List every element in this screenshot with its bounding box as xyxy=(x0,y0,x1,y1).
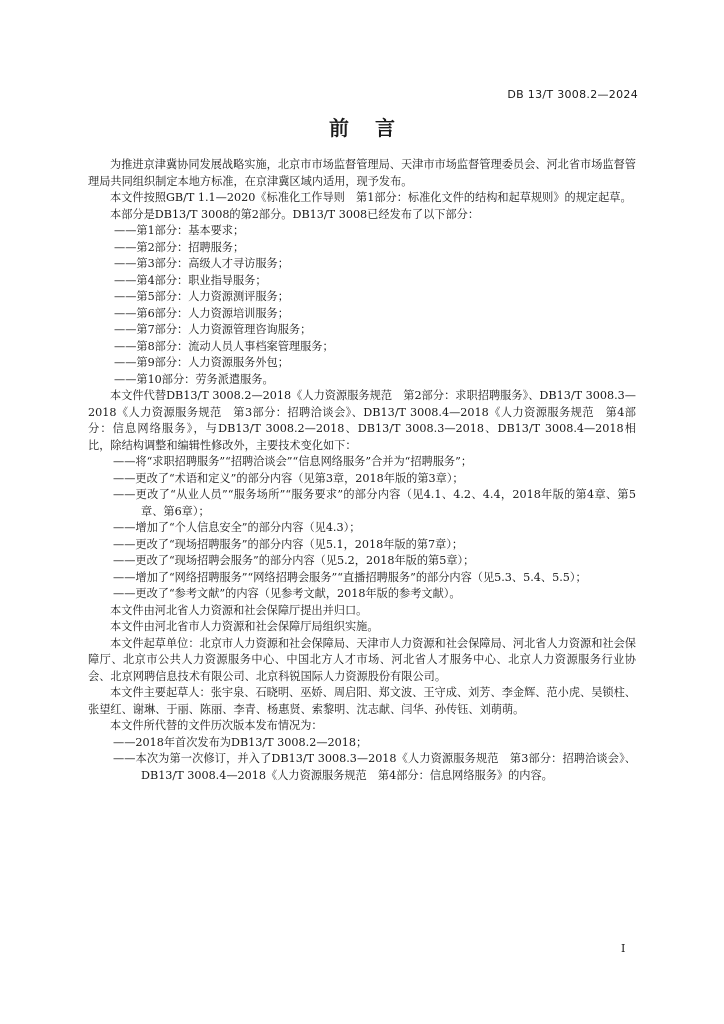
paragraph-drafting-rules: 本文件按照GB/T 1.1—2020《标准化工作导则 第1部分：标准化文件的结构和起草规则》的规定起草。 xyxy=(110,191,632,204)
list-item: ——更改了“参考文献”的内容（见参考文献，2018年版的参考文献）。 xyxy=(113,587,461,600)
paragraph-replaces: 本文件代替DB13/T 3008.2—2018《人力资源服务规范 第2部分：求职招聘服务》、DB13/T 3008.3—2018《人力资源服务规范 第3部分：招聘洽谈会》、DB13/T 3008.4—2018《人力资源服务规范 第4部分：信息网络服务》，与DB13/T 3008.2—2018、DB13/T 3008.3—2018、DB13/T 3008.4—2018相比，除结构调整和编辑性修改外，主要技术变化如下： xyxy=(88,389,636,452)
list-item: ——更改了“术语和定义”的部分内容（见第3章，2018年版的第3章）； xyxy=(113,471,464,485)
document-code: DB 13/T 3008.2—2024 xyxy=(507,88,638,101)
paragraph-history-intro: 本文件所代替的文件历次版本发布情况为： xyxy=(110,719,323,732)
page-number: I xyxy=(621,942,626,955)
list-item: ——2018年首次发布为DB13/T 3008.2—2018； xyxy=(113,735,368,749)
list-item: ——增加了“个人信息安全”的部分内容（见4.3）； xyxy=(113,521,361,534)
list-item: ——第10部分：劳务派遣服务。 xyxy=(114,372,274,386)
list-item: ——第6部分：人力资源培训服务； xyxy=(114,306,289,320)
list-item: ——第5部分：人力资源测评服务； xyxy=(114,290,289,303)
list-item: ——第1部分：基本要求； xyxy=(114,224,245,237)
changes-list xyxy=(88,454,636,603)
list-item: ——第2部分：招聘服务； xyxy=(114,240,245,254)
list-item: ——第7部分：人力资源管理咨询服务； xyxy=(114,323,312,336)
list-item: ——第4部分：职业指导服务； xyxy=(114,273,267,287)
paragraph-proposer: 本文件由河北省人力资源和社会保障厅提出并归口。 xyxy=(110,603,368,617)
list-item: ——第9部分：人力资源服务外包； xyxy=(114,356,289,369)
history-list xyxy=(88,735,636,785)
list-item: ——更改了“现场招聘会服务”的部分内容（见5.2，2018年版的第5章）； xyxy=(113,554,475,567)
list-item: ——更改了“现场招聘服务”的部分内容（见5.1，2018年版的第7章）； xyxy=(113,537,464,551)
list-item: ——增加了“网络招聘服务”“网络招聘会服务”“直播招聘服务”的部分内容（见5.3、5.4、5.5）； xyxy=(113,570,587,584)
parts-list xyxy=(88,223,636,388)
list-item: ——将“求职招聘服务”“招聘洽谈会”“信息网络服务”合并为“招聘服务”； xyxy=(113,455,473,468)
list-item: ——第3部分：高级人才寻访服务； xyxy=(114,257,289,270)
paragraph-drafting-units: 本文件起草单位：北京市人力资源和社会保障局、天津市人力资源和社会保障局、河北省人力资源和社会保障厅、北京市公共人力资源服务中心、中国北方人才市场、河北省人才服务中心、北京人力资源服务行业协会、北京网聘信息技术有限公司、北京科锐国际人力资源股份有限公司。 xyxy=(88,636,636,683)
paragraph-implementer: 本文件由河北省市人力资源和社会保障厅局组织实施。 xyxy=(110,620,379,633)
page-title: 前言 xyxy=(329,116,421,140)
foreword-body xyxy=(88,157,636,784)
list-item: ——更改了“从业人员”“服务场所”“服务要求”的部分内容（见4.1、4.2、4.4，2018年版的第4章、第5章、第6章）； xyxy=(113,488,636,518)
list-item: ——第8部分：流动人员人事档案管理服务； xyxy=(114,339,334,353)
list-item: ——本次为第一次修订，并入了DB13/T 3008.3—2018《人力资源服务规范 第3部分：招聘洽谈会》、DB13/T 3008.4—2018《人力资源服务规范 第4部分：信息网络服务》的内容。 xyxy=(113,752,636,782)
paragraph-parts-intro: 本部分是DB13/T 3008的第2部分。DB13/T 3008已经发布了以下部分： xyxy=(110,207,480,221)
paragraph-purpose: 为推进京津冀协同发展战略实施，北京市市场监督管理局、天津市市场监督管理委员会、河北省市场监督管理局共同组织制定本地方标准，在京津冀区域内适用，现予发布。 xyxy=(88,158,636,188)
paragraph-drafters: 本文件主要起草人：张宇泉、石晓明、巫娇、周启阳、郑文波、王守成、刘芳、李金辉、范小虎、吴锁柱、张望红、谢琳、于丽、陈丽、李青、杨惠贤、索黎明、沈志献、闫华、孙传钰、刘萌萌。 xyxy=(88,686,636,716)
